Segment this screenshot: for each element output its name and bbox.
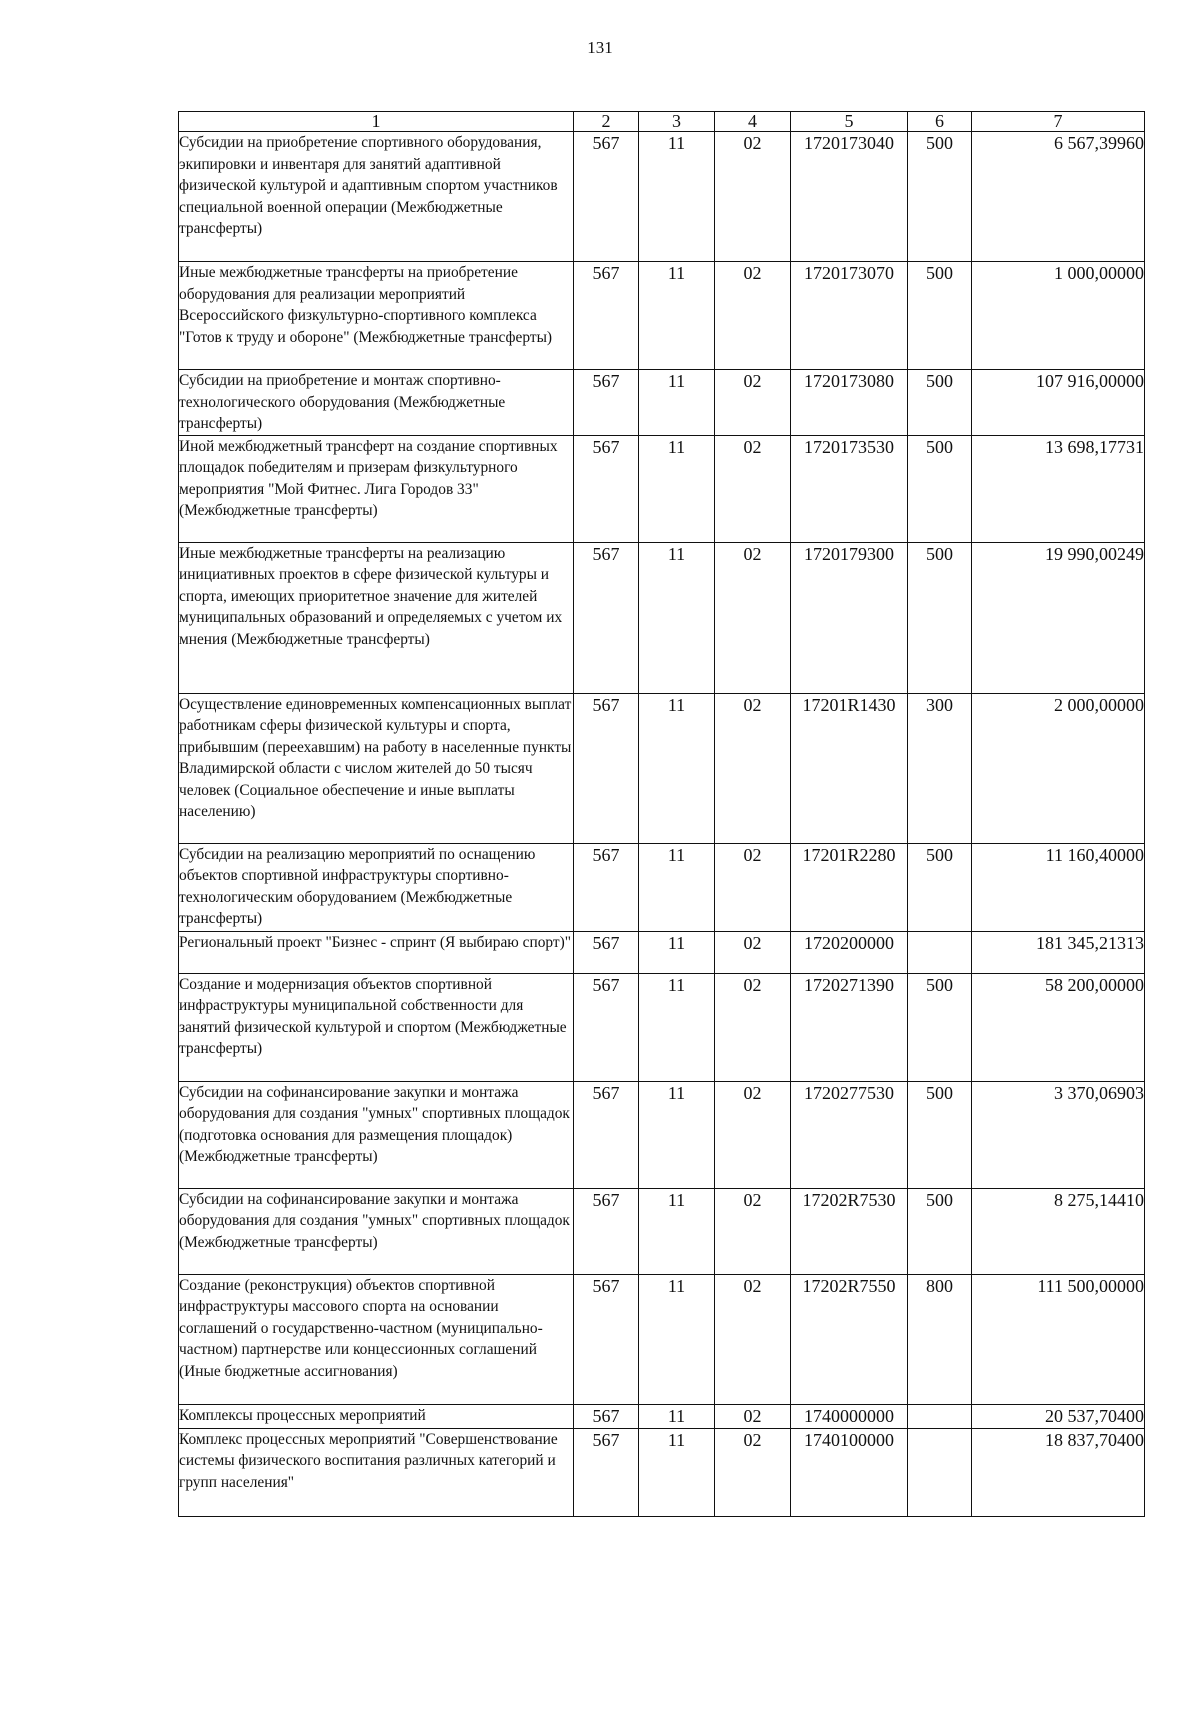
row-col7: 3 370,06903 — [972, 1081, 1145, 1188]
header-cell-3: 3 — [639, 112, 715, 132]
row-col3: 11 — [639, 843, 715, 931]
row-col6 — [908, 1428, 972, 1516]
row-col6: 500 — [908, 132, 972, 262]
row-col7: 111 500,00000 — [972, 1274, 1145, 1404]
row-col7: 181 345,21313 — [972, 931, 1145, 973]
row-col6: 500 — [908, 1081, 972, 1188]
row-col4: 02 — [715, 542, 791, 693]
row-name: Комплексы процессных мероприятий — [179, 1404, 574, 1428]
row-col4: 02 — [715, 435, 791, 542]
row-col3: 11 — [639, 973, 715, 1081]
row-col5: 1720277530 — [791, 1081, 908, 1188]
row-col3: 11 — [639, 1274, 715, 1404]
row-col2: 567 — [574, 843, 639, 931]
table-row — [179, 843, 1145, 931]
header-cell-7: 7 — [972, 112, 1145, 132]
row-col6: 500 — [908, 435, 972, 542]
row-col5: 1720179300 — [791, 542, 908, 693]
row-col3: 11 — [639, 262, 715, 370]
row-col2: 567 — [574, 1404, 639, 1428]
row-col7: 13 698,17731 — [972, 435, 1145, 542]
row-name: Создание (реконструкция) объектов спортивной инфраструктуры массового спорта на основании соглашений о государственно-частном (муниципально-частном) партнерстве или концессионных соглашений (Иные бюджетные ассигнования) — [179, 1274, 574, 1404]
row-col4: 02 — [715, 843, 791, 931]
row-col3: 11 — [639, 931, 715, 973]
row-col3: 11 — [639, 542, 715, 693]
row-col3: 11 — [639, 370, 715, 436]
row-name: Иные межбюджетные трансферты на приобретение оборудования для реализации мероприятий Всероссийского физкультурно-спортивного комплекса "Готов к труду и обороне" (Межбюджетные трансферты) — [179, 262, 574, 370]
row-col5: 1720271390 — [791, 973, 908, 1081]
row-name: Комплекс процессных мероприятий "Совершенствование системы физического воспитания различных категорий и групп населения" — [179, 1428, 574, 1516]
row-col4: 02 — [715, 1404, 791, 1428]
row-col7: 11 160,40000 — [972, 843, 1145, 931]
header-row — [179, 112, 1145, 132]
row-col7: 6 567,39960 — [972, 132, 1145, 262]
row-col3: 11 — [639, 1081, 715, 1188]
row-col4: 02 — [715, 1188, 791, 1274]
row-col4: 02 — [715, 973, 791, 1081]
row-col6: 500 — [908, 542, 972, 693]
table-row — [179, 132, 1145, 262]
row-name: Региональный проект "Бизнес - спринт (Я выбираю спорт)" — [179, 931, 574, 973]
table-row — [179, 1081, 1145, 1188]
table-row — [179, 1188, 1145, 1274]
header-cell-5: 5 — [791, 112, 908, 132]
table-row — [179, 693, 1145, 843]
table-row — [179, 542, 1145, 693]
table-row — [179, 1428, 1145, 1516]
row-col5: 1740100000 — [791, 1428, 908, 1516]
row-col4: 02 — [715, 370, 791, 436]
row-col5: 1740000000 — [791, 1404, 908, 1428]
row-col2: 567 — [574, 262, 639, 370]
row-col2: 567 — [574, 1428, 639, 1516]
row-col6: 500 — [908, 1188, 972, 1274]
row-col4: 02 — [715, 1081, 791, 1188]
row-col2: 567 — [574, 1274, 639, 1404]
table-row — [179, 1404, 1145, 1428]
row-col5: 1720173080 — [791, 370, 908, 436]
row-col7: 107 916,00000 — [972, 370, 1145, 436]
row-name: Создание и модернизация объектов спортивной инфраструктуры муниципальной собственности для занятий физической культурой и спортом (Межбюджетные трансферты) — [179, 973, 574, 1081]
row-col2: 567 — [574, 1081, 639, 1188]
row-col4: 02 — [715, 931, 791, 973]
row-col6: 300 — [908, 693, 972, 843]
row-col3: 11 — [639, 435, 715, 542]
table-row — [179, 262, 1145, 370]
table-row — [179, 370, 1145, 436]
row-col7: 1 000,00000 — [972, 262, 1145, 370]
row-name: Осуществление единовременных компенсационных выплат работникам сферы физической культуры и спорта, прибывшим (переехавшим) на работу в населенные пункты Владимирской области с числом жителей до 50 тысяч человек (Социальное обеспечение и иные выплаты населению) — [179, 693, 574, 843]
row-col7: 58 200,00000 — [972, 973, 1145, 1081]
header-cell-1: 1 — [179, 112, 574, 132]
row-name: Иные межбюджетные трансферты на реализацию инициативных проектов в сфере физической культуры и спорта, имеющих приоритетное значение для жителей муниципальных образований и определяемых с учетом их мнения (Межбюджетные трансферты) — [179, 542, 574, 693]
row-col4: 02 — [715, 693, 791, 843]
row-col2: 567 — [574, 132, 639, 262]
row-name: Иной межбюджетный трансферт на создание спортивных площадок победителям и призерам физкультурного мероприятия "Мой Фитнес. Лига Городов 33" (Межбюджетные трансферты) — [179, 435, 574, 542]
row-col5: 17201R1430 — [791, 693, 908, 843]
row-col3: 11 — [639, 1188, 715, 1274]
row-col5: 1720173070 — [791, 262, 908, 370]
row-name: Субсидии на приобретение и монтаж спортивно-технологического оборудования (Межбюджетные трансферты) — [179, 370, 574, 436]
row-col2: 567 — [574, 370, 639, 436]
table-row — [179, 973, 1145, 1081]
table-row — [179, 1274, 1145, 1404]
row-col5: 17202R7550 — [791, 1274, 908, 1404]
row-col7: 8 275,14410 — [972, 1188, 1145, 1274]
row-col3: 11 — [639, 1404, 715, 1428]
page-number: 131 — [587, 38, 613, 57]
row-col3: 11 — [639, 693, 715, 843]
row-col2: 567 — [574, 973, 639, 1081]
row-name: Субсидии на софинансирование закупки и монтажа оборудования для создания "умных" спортивных площадок (Межбюджетные трансферты) — [179, 1188, 574, 1274]
row-col4: 02 — [715, 1428, 791, 1516]
row-name: Субсидии на приобретение спортивного оборудования, экипировки и инвентаря для занятий адаптивной физической культурой и адаптивным спортом участников специальной военной операции (Межбюджетные трансферты) — [179, 132, 574, 262]
row-col2: 567 — [574, 542, 639, 693]
row-col4: 02 — [715, 1274, 791, 1404]
row-col3: 11 — [639, 132, 715, 262]
row-name: Субсидии на реализацию мероприятий по оснащению объектов спортивной инфраструктуры спортивно-технологическим оборудованием (Межбюджетные трансферты) — [179, 843, 574, 931]
row-col2: 567 — [574, 1188, 639, 1274]
row-col5: 1720173530 — [791, 435, 908, 542]
header-cell-6: 6 — [908, 112, 972, 132]
row-col5: 17201R2280 — [791, 843, 908, 931]
table-row — [179, 435, 1145, 542]
row-col2: 567 — [574, 931, 639, 973]
row-col4: 02 — [715, 262, 791, 370]
row-name: Субсидии на софинансирование закупки и монтажа оборудования для создания "умных" спортивных площадок (подготовка основания для размещения площадок) (Межбюджетные трансферты) — [179, 1081, 574, 1188]
row-col2: 567 — [574, 435, 639, 542]
row-col2: 567 — [574, 693, 639, 843]
row-col7: 2 000,00000 — [972, 693, 1145, 843]
row-col6: 500 — [908, 262, 972, 370]
row-col6: 800 — [908, 1274, 972, 1404]
row-col6 — [908, 1404, 972, 1428]
row-col4: 02 — [715, 132, 791, 262]
row-col6: 500 — [908, 973, 972, 1081]
header-cell-4: 4 — [715, 112, 791, 132]
row-col5: 17202R7530 — [791, 1188, 908, 1274]
table-row — [179, 931, 1145, 973]
row-col7: 19 990,00249 — [972, 542, 1145, 693]
row-col7: 20 537,70400 — [972, 1404, 1145, 1428]
row-col7: 18 837,70400 — [972, 1428, 1145, 1516]
row-col6 — [908, 931, 972, 973]
row-col3: 11 — [639, 1428, 715, 1516]
row-col6: 500 — [908, 843, 972, 931]
budget-table — [178, 111, 1145, 1517]
row-col5: 1720200000 — [791, 931, 908, 973]
row-col6: 500 — [908, 370, 972, 436]
header-cell-2: 2 — [574, 112, 639, 132]
row-col5: 1720173040 — [791, 132, 908, 262]
